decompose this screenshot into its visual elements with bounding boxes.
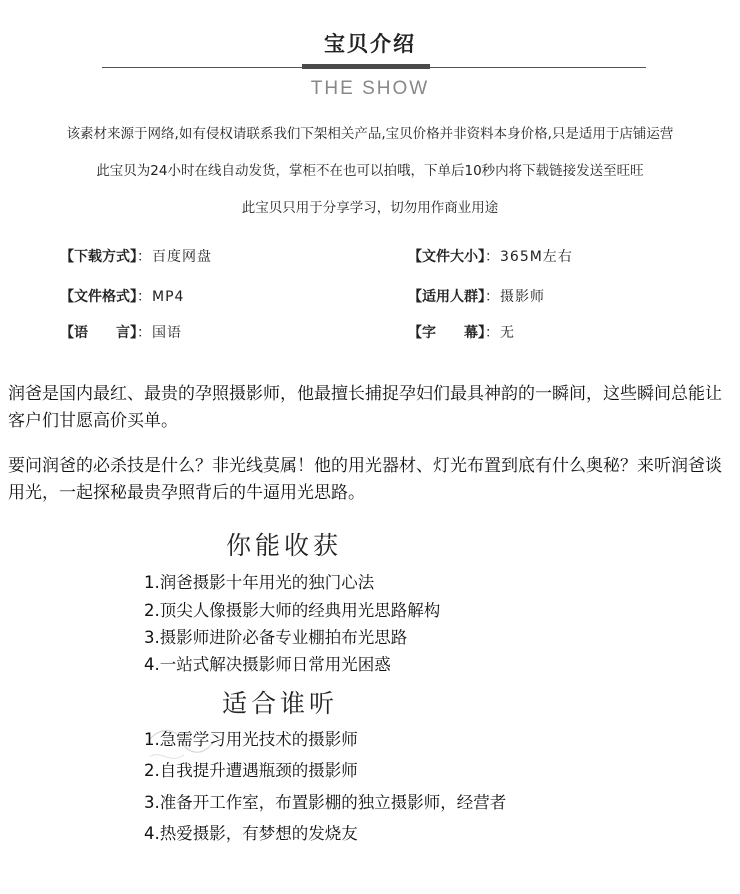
info-label: 【文件格式】 <box>60 289 137 305</box>
audience-item: 4.热爱摄影，有梦想的发烧友 <box>144 824 358 843</box>
info-label: 【适用人群】 <box>408 289 485 305</box>
gains-heading: 你能收获 <box>226 531 343 560</box>
gains-item: 2.顶尖人像摄影大师的经典用光思路解构 <box>144 601 441 620</box>
info-value: MP4 <box>152 289 185 305</box>
info-subtitles <box>408 322 515 342</box>
info-label: 【语 言】 <box>60 325 137 341</box>
intro-paragraph: 润爸是国内最红、最贵的孕照摄影师，他最擅长捕捉孕妇们最具神韵的一瞬间，这些瞬间总能让客户们甘愿高价买单。 <box>8 384 722 431</box>
info-separator: ： <box>485 325 500 341</box>
audience-heading: 适合谁听 <box>222 689 339 718</box>
gains-item: 1.润爸摄影十年用光的独门心法 <box>144 573 375 592</box>
section-title: 宝贝介绍 <box>324 32 416 56</box>
info-label: 【字 幕】 <box>408 325 485 341</box>
info-separator: ： <box>485 289 500 305</box>
info-label: 【文件大小】 <box>408 249 485 265</box>
notice-delivery: 此宝贝为24小时在线自动发货，掌柜不在也可以拍哦，下单后10秒内将下载链接发送至旺旺 <box>96 163 644 179</box>
info-value: 国语 <box>152 325 182 341</box>
notice-usage: 此宝贝只用于分享学习，切勿用作商业用途 <box>241 200 499 216</box>
info-audience <box>408 286 545 306</box>
gains-item: 4.一站式解决摄影师日常用光困惑 <box>144 655 391 674</box>
info-separator: ： <box>485 249 500 265</box>
info-value: 摄影师 <box>500 289 545 305</box>
gains-item: 3.摄影师进阶必备专业棚拍布光思路 <box>144 628 408 647</box>
audience-item: 1.急需学习用光技术的摄影师 <box>144 730 358 749</box>
section-subtitle: THE SHOW <box>310 78 430 99</box>
info-separator: ： <box>137 325 152 341</box>
audience-item: 2.自我提升遭遇瓶颈的摄影师 <box>144 761 358 780</box>
info-label: 【下载方式】 <box>60 249 137 265</box>
audience-item: 3.准备开工作室，布置影棚的独立摄影师，经营者 <box>144 793 507 812</box>
info-separator: ： <box>137 289 152 305</box>
notice-copyright: 该素材来源于网络,如有侵权请联系我们下架相关产品,宝贝价格并非资料本身价格,只是适用于店铺运营 <box>66 126 674 142</box>
info-value: 无 <box>500 325 515 341</box>
info-value: 百度网盘 <box>152 249 212 265</box>
info-separator: ： <box>137 249 152 265</box>
lighting-paragraph: 要问润爸的必杀技是什么？非光线莫属！他的用光器材、灯光布置到底有什么奥秘？来听润爸谈用光，一起探秘最贵孕照背后的牛逼用光思路。 <box>8 456 722 503</box>
title-divider-accent <box>302 64 430 69</box>
info-file-format <box>60 286 184 306</box>
info-download-method <box>60 246 212 266</box>
info-value: 365M左右 <box>500 249 573 265</box>
info-language <box>60 322 182 342</box>
info-file-size <box>408 246 573 266</box>
